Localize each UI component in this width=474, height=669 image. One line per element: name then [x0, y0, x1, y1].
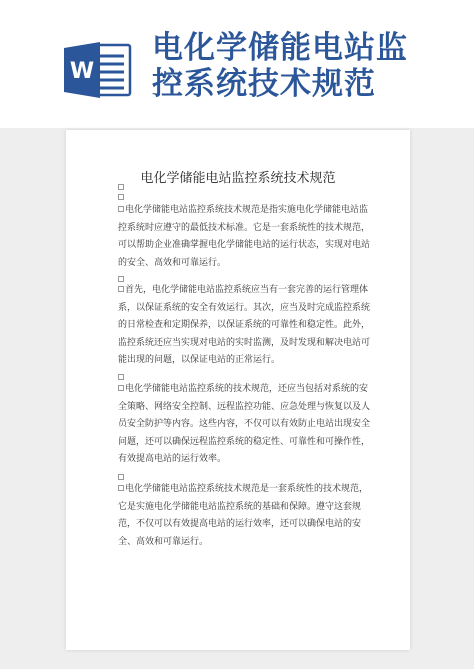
- paragraph-3: [118, 381, 372, 469]
- paragraph-3-text: 电化学储能电站监控系统的技术规范，还应当包括对系统的安全策略、网络安全控制、远程监控功能、应急处理与恢复以及人员安全防护等内容。这些内容，不仅可以有效防止电站出现安全问题，还可以确保远程监控系统的稳定性、可靠性和可操作性，有效提高电站的运行效率。: [118, 384, 371, 464]
- paragraph-2: [118, 282, 372, 370]
- paragraph-marker: [118, 194, 124, 200]
- paragraph-marker: [118, 206, 124, 212]
- banner: [0, 0, 474, 128]
- paragraph-marker: [118, 374, 124, 380]
- paragraph-marker: [118, 286, 124, 292]
- document-page: [66, 130, 410, 650]
- document-title: 电化学储能电站监控系统技术规范: [140, 171, 336, 186]
- paragraph-marker: [118, 485, 124, 491]
- paragraph-4: [118, 481, 372, 551]
- paragraph-marker: [118, 474, 124, 480]
- paragraph-marker: [118, 385, 124, 391]
- banner-title-line1: 电化学储能电站监: [152, 30, 408, 66]
- banner-title-line2: 控系统技术规范: [152, 66, 376, 102]
- paragraph-marker: [118, 184, 124, 190]
- paragraph-4-text: 电化学储能电站监控系统技术规范是一套系统性的技术规范，它是实施电化学储能电站监控系统的基础和保障。遵守这套规范，不仅可以有效提高电站的运行效率，还可以确保电站的安全、高效和可靠运行。: [118, 484, 369, 547]
- paragraph-1-text: 电化学储能电站监控系统技术规范是指实施电化学储能电站监控系统时应遵守的最低技术标准。它是一套系统性的技术规范，可以帮助企业准确掌握电化学储能电站的运行状态，实现对电站的安全、高效和可靠运行。: [118, 205, 371, 268]
- banner-title: [152, 30, 462, 102]
- word-icon: [62, 42, 132, 98]
- word-icon-letter: W: [69, 59, 95, 84]
- paragraph-2-text: 首先，电化学储能电站监控系统应当有一套完善的运行管理体系，以保证系统的安全有效运行。其次，应当及时完成监控系统的日常检查和定期保养，以保证系统的可靠性和稳定性。此外，监控系统还应当实现对电站的实时监测，及时发现和解决电站可能出现的问题，以保证电站的正常运行。: [118, 285, 371, 365]
- paragraph-1: [118, 202, 372, 272]
